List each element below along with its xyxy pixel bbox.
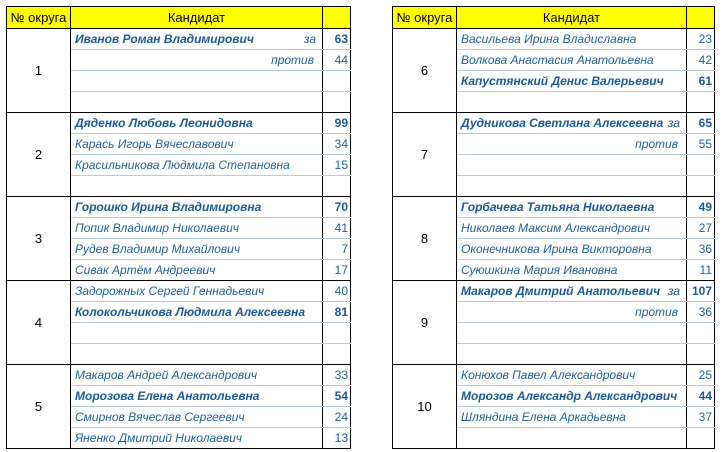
candidate-name [71,176,323,197]
vote-count: 25 [687,365,715,386]
against-label [457,302,687,323]
candidate-name-text: Дудникова Светлана Алексеевна [461,116,664,130]
vote-count: 13 [323,428,351,449]
vote-count: 36 [687,239,715,260]
vote-count: 54 [323,386,351,407]
vote-count: 44 [323,50,351,71]
vote-count: 11 [687,260,715,281]
candidate-name [71,260,323,281]
table-row [7,281,351,302]
district-number: 4 [7,281,71,365]
vote-count: 17 [323,260,351,281]
candidate-name [457,260,687,281]
table-row [7,113,351,134]
candidate-name [457,365,687,386]
vote-count: 55 [687,134,715,155]
candidate-name-text: Яненко Дмитрий Николаевич [75,431,242,445]
vote-count: 42 [687,50,715,71]
candidate-name [71,407,323,428]
candidate-name-text: Морозова Елена Анатольевна [75,389,260,403]
candidate-name [457,197,687,218]
against-label [457,134,687,155]
candidate-name [457,71,687,92]
vote-count [323,323,351,344]
vote-count [323,71,351,92]
header-district: № округа [7,7,71,29]
candidate-name [457,113,687,134]
table-row [393,197,715,218]
district-number: 7 [393,113,457,197]
candidate-name [71,281,323,302]
candidate-name [457,386,687,407]
vote-count: 33 [323,365,351,386]
district-number: 5 [7,365,71,449]
candidate-name-text: Васильева Ирина Владиславна [461,32,637,46]
candidate-name [457,428,687,449]
candidate-name-text: Макаров Андрей Александрович [75,368,258,382]
district-number: 8 [393,197,457,281]
district-number: 9 [393,281,457,365]
vote-count [687,92,715,113]
candidate-name [457,344,687,365]
district-number: 2 [7,113,71,197]
for-label: за [667,116,680,130]
candidate-name [71,344,323,365]
table-row [393,281,715,302]
candidate-name-text: Макаров Дмитрий Анатольевич [461,284,661,298]
candidate-name-text: Горошко Ирина Владимировна [75,200,262,214]
vote-count: 23 [687,29,715,50]
results-table-right [392,6,715,449]
vote-count [323,344,351,365]
candidate-name-text: Красильникова Людмила Степановна [75,158,290,172]
candidate-name-text: против [271,53,314,67]
candidate-name-text: Волкова Анастасия Анатольевна [461,53,654,67]
candidate-name [457,281,687,302]
vote-count [687,176,715,197]
candidate-name [71,365,323,386]
candidate-name [71,155,323,176]
table-row [393,365,715,386]
candidate-name-text: Шляндина Елена Аркадьевна [461,410,626,424]
candidate-name-text: Задорожных Сергей Геннадьевич [75,284,265,298]
candidate-name-text: против [635,137,678,151]
candidate-name-text: Горбачева Татьяна Николаевна [461,200,655,214]
candidate-name [71,239,323,260]
vote-count: 81 [323,302,351,323]
header-votes [323,7,351,29]
table-row [393,29,715,50]
candidate-name [457,239,687,260]
candidate-name-text: Карась Игорь Вячеславович [75,137,234,151]
vote-count: 37 [687,407,715,428]
candidate-name [457,323,687,344]
header-district: № округа [393,7,457,29]
candidate-name-text: против [635,305,678,319]
vote-count: 40 [323,281,351,302]
candidate-name [457,29,687,50]
header-candidate: Кандидат [71,7,323,29]
results-table-left [6,6,351,449]
vote-count [323,92,351,113]
table-header [393,7,715,29]
candidate-name [71,323,323,344]
against-label [71,50,323,71]
vote-count [323,176,351,197]
header-candidate: Кандидат [457,7,687,29]
candidate-name-text: Колокольчикова Людмила Алексеевна [75,305,306,319]
vote-count: 15 [323,155,351,176]
candidate-name [457,92,687,113]
candidate-name [71,92,323,113]
vote-count: 36 [687,302,715,323]
vote-count: 27 [687,218,715,239]
candidate-name-text: Попик Владимир Николаевич [75,221,239,235]
candidate-name-text: Морозов Александр Александрович [461,389,678,403]
vote-count [687,155,715,176]
table-row [7,29,351,50]
table-row [393,113,715,134]
candidate-name [71,197,323,218]
vote-count: 44 [687,386,715,407]
candidate-name [457,176,687,197]
candidate-name [71,113,323,134]
vote-count: 41 [323,218,351,239]
table-row [7,197,351,218]
candidate-name [71,302,323,323]
header-votes [687,7,715,29]
vote-count [687,428,715,449]
vote-count: 99 [323,113,351,134]
table-row [7,365,351,386]
vote-count [687,323,715,344]
candidate-name [457,155,687,176]
candidate-name [457,407,687,428]
vote-count: 7 [323,239,351,260]
candidate-name-text: Суюшкина Мария Ивановна [461,263,618,277]
vote-count [687,344,715,365]
district-number: 6 [393,29,457,113]
candidate-name-text: Смирнов Вячеслав Сергеевич [75,410,245,424]
candidate-name [71,29,323,50]
district-number: 3 [7,197,71,281]
vote-count: 65 [687,113,715,134]
candidate-name [457,218,687,239]
for-label: за [667,284,680,298]
table-header [7,7,351,29]
candidate-name [71,428,323,449]
candidate-name-text: Дяденко Любовь Леонидовна [75,116,253,130]
candidate-name-text: Николаев Максим Александрович [461,221,651,235]
vote-count: 49 [687,197,715,218]
district-number: 1 [7,29,71,113]
candidate-name-text: Сивак Артём Андреевич [75,263,216,277]
vote-count: 34 [323,134,351,155]
vote-count: 61 [687,71,715,92]
for-label: за [303,32,316,46]
vote-count: 24 [323,407,351,428]
candidate-name-text: Оконечникова Ирина Викторовна [461,242,652,256]
district-number: 10 [393,365,457,449]
candidate-name-text: Иванов Роман Владимирович [75,32,254,46]
candidate-name-text: Капустянский Денис Валерьевич [461,74,664,88]
candidate-name-text: Рудев Владимир Михайлович [75,242,241,256]
candidate-name [71,218,323,239]
candidate-name [457,50,687,71]
vote-count: 70 [323,197,351,218]
candidate-name [71,71,323,92]
candidate-name [71,386,323,407]
vote-count: 63 [323,29,351,50]
candidate-name [71,134,323,155]
candidate-name-text: Конюхов Павел Александрович [461,368,636,382]
vote-count: 107 [687,281,715,302]
